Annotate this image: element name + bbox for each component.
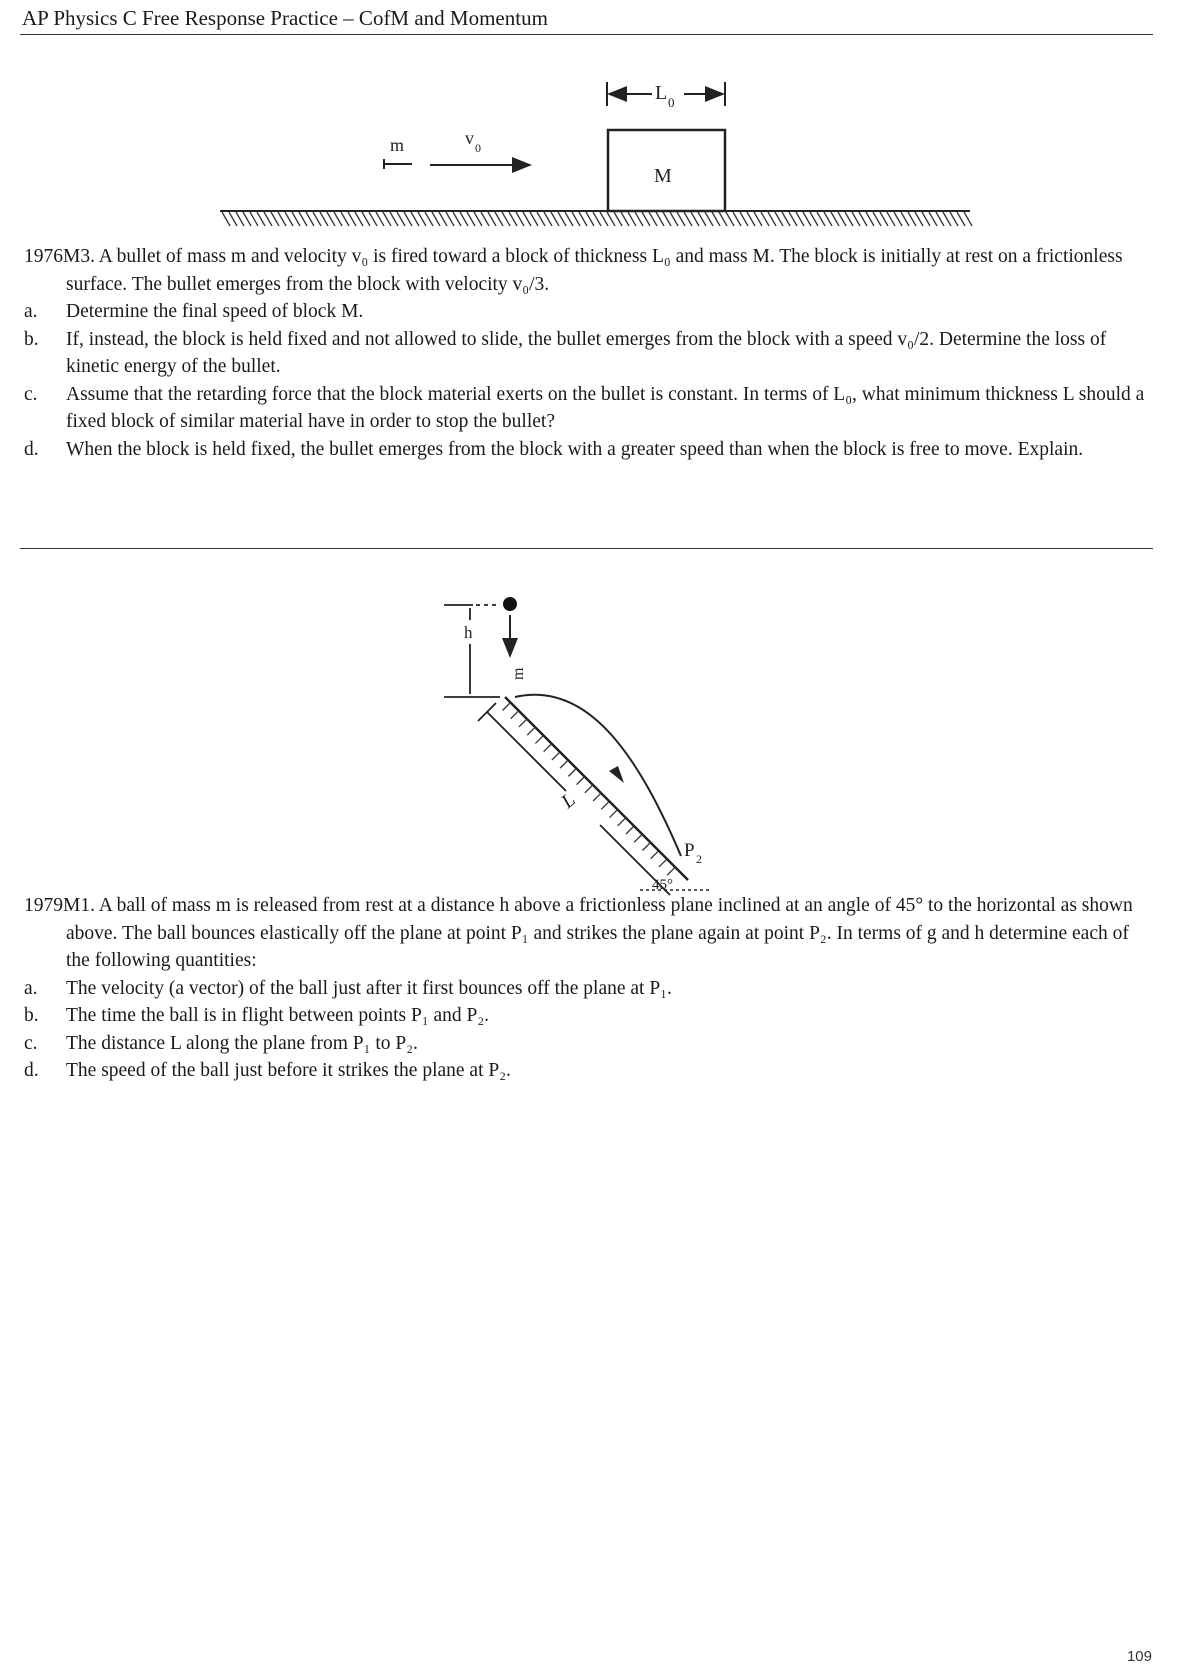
part-text: Determine the final speed of block M.: [66, 301, 364, 322]
problem-1979M1-part-d: [24, 1057, 1156, 1085]
part-label: b.: [24, 328, 39, 350]
bullet-mass-label: m: [390, 135, 405, 155]
page-number: 109: [1126, 1648, 1152, 1665]
height-label: h: [464, 623, 473, 642]
problem-1979M1-part-c: [24, 1030, 1156, 1058]
inclined-plane: [505, 697, 688, 880]
part-label: d.: [24, 438, 39, 460]
height-dimension: [444, 605, 500, 697]
ball-incline-diagram: [0, 560, 1200, 893]
part-text: Assume that the retarding force that the block material exerts on the bullet is constant. In terms of L₀, what minimum thickness L should a fixed block of similar material have in order to stop the bullet?: [66, 383, 1145, 432]
ball: [503, 597, 517, 611]
part-text: The speed of the ball just before it strikes the plane at P₂.: [66, 1060, 511, 1081]
problem-1976M3-intro: 1976M3. A bullet of mass m and velocity v₀ is fired toward a block of thickness L₀ and mass M. The block is initially at rest on a frictionless surface. The bullet emerges from the block with velocity v₀/3.: [24, 246, 1123, 295]
velocity-subscript: 0: [475, 141, 481, 155]
problem-1979M1-intro: 1979M1. A ball of mass m is released from rest at a distance h above a frictionless plane inclined at an angle of 45° to the horizontal as shown above. The ball bounces elastically off the plane at point P₁ and strikes the plane again at point P₂. In terms of g and h determine each of the following quantities:: [24, 895, 1133, 971]
section-divider: [20, 548, 1153, 549]
part-label: c.: [24, 383, 38, 405]
problem-1976M3: [24, 243, 1156, 463]
bullet-block-diagram: [0, 0, 1200, 240]
problem-1976M3-part-b: [24, 326, 1156, 381]
distance-label: L: [557, 788, 580, 813]
page-header-title: AP Physics C Free Response Practice – CofM and Momentum: [22, 6, 548, 30]
part-label: a.: [24, 301, 38, 322]
bullet-velocity-label: v: [465, 128, 474, 148]
problem-1979M1-part-b: [24, 1002, 1156, 1030]
part-text: The velocity (a vector) of the ball just after it first bounces off the plane at P₁.: [66, 977, 672, 999]
block-mass-label: M: [654, 165, 672, 187]
problem-1976M3-part-c: [24, 381, 1156, 436]
point-p2-subscript: 2: [696, 852, 702, 866]
problem-1976M3-part-d: [24, 436, 1156, 464]
surface-hatching: [222, 212, 972, 226]
part-text: The distance L along the plane from P₁ to P₂.: [66, 1032, 418, 1054]
thickness-label: L: [655, 82, 668, 104]
point-p2-label: P: [684, 840, 695, 861]
ball-trajectory: [515, 695, 681, 856]
problem-1979M1: [24, 892, 1156, 1085]
bullet-shape: [384, 159, 412, 169]
part-label: c.: [24, 1032, 38, 1054]
part-label: d.: [24, 1060, 39, 1081]
part-text: When the block is held fixed, the bullet emerges from the block with a greater speed than when the block is free to move. Explain.: [66, 438, 1084, 460]
part-text: The time the ball is in flight between points P₁ and P₂.: [66, 1005, 490, 1026]
mass-label: m: [510, 667, 527, 680]
angle-label: 45°: [652, 877, 673, 893]
trajectory-arrowhead: [609, 766, 624, 783]
part-label: b.: [24, 1005, 39, 1026]
problem-1979M1-part-a: [24, 975, 1156, 1003]
problem-1976M3-part-a: [24, 298, 1156, 326]
thickness-subscript: 0: [668, 95, 675, 110]
part-text: If, instead, the block is held fixed and not allowed to slide, the bullet emerges from the block with a speed v₀/2. Determine the loss of kinetic energy of the bullet.: [66, 328, 1107, 377]
part-label: a.: [24, 977, 38, 999]
